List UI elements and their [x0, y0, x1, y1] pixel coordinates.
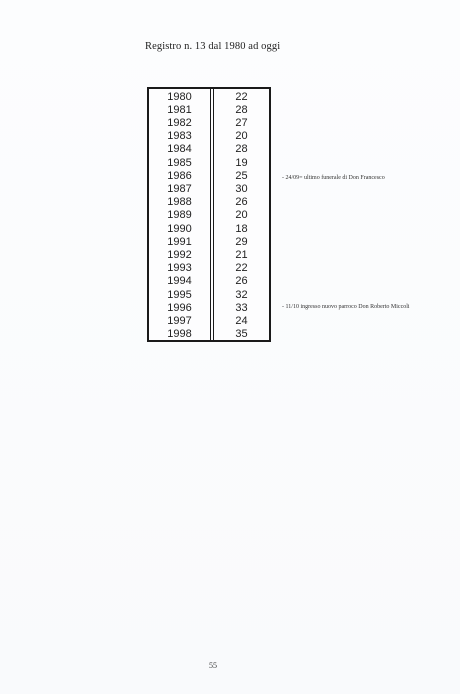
year-cell: 1988 [167, 196, 192, 209]
table-row [149, 104, 269, 117]
table-row [149, 223, 269, 236]
year-cell: 1989 [167, 209, 192, 222]
year-cell: 1996 [167, 301, 192, 314]
year-cell: 1983 [167, 130, 192, 143]
count-cell: 30 [235, 182, 248, 195]
note-1986: - 24/09= ultimo funerale di Don Francesco [282, 175, 385, 181]
year-cell: 1998 [167, 328, 192, 341]
table-row [149, 328, 269, 341]
year-cell: 1981 [167, 103, 192, 116]
year-cell: 1997 [167, 314, 192, 327]
count-cell: 20 [235, 130, 248, 143]
records-table [147, 87, 271, 342]
count-cell: 20 [235, 209, 248, 222]
count-cell: 28 [235, 103, 248, 116]
year-cell: 1987 [167, 182, 192, 195]
table-row [149, 315, 269, 328]
note-1996: - 11/10 ingresso nuovo parroco Don Roberto Miccoli [282, 304, 410, 310]
count-cell: 32 [235, 288, 248, 301]
table-row [149, 275, 269, 288]
year-cell: 1982 [167, 116, 192, 129]
year-cell: 1990 [167, 222, 192, 235]
count-cell: 22 [235, 90, 248, 103]
table-row [149, 196, 269, 209]
table-row [149, 236, 269, 249]
year-cell: 1994 [167, 275, 192, 288]
count-cell: 33 [235, 301, 248, 314]
table-row [149, 289, 269, 302]
year-cell: 1992 [167, 248, 192, 261]
count-cell: 25 [235, 169, 248, 182]
table-row [149, 130, 269, 143]
count-cell: 27 [235, 116, 248, 129]
table-row [149, 143, 269, 156]
count-cell: 22 [235, 262, 248, 275]
table-row [149, 302, 269, 315]
count-cell: 28 [235, 143, 248, 156]
count-cell: 26 [235, 196, 248, 209]
count-cell: 24 [235, 314, 248, 327]
table-row [149, 117, 269, 130]
year-cell: 1995 [167, 288, 192, 301]
table-row [149, 262, 269, 275]
year-cell: 1991 [167, 235, 192, 248]
table-row [149, 183, 269, 196]
count-cell: 18 [235, 222, 248, 235]
table-row [149, 170, 269, 183]
count-cell: 19 [235, 156, 248, 169]
count-cell: 26 [235, 275, 248, 288]
year-cell: 1986 [167, 169, 192, 182]
page-title: Registro n. 13 dal 1980 ad oggi [145, 41, 281, 52]
count-cell: 35 [235, 328, 248, 341]
year-cell: 1984 [167, 143, 192, 156]
table-row [149, 209, 269, 222]
year-cell: 1980 [167, 90, 192, 103]
count-cell: 29 [235, 235, 248, 248]
year-cell: 1993 [167, 262, 192, 275]
table-row [149, 157, 269, 170]
table-row [149, 249, 269, 262]
table-row [149, 91, 269, 104]
year-cell: 1985 [167, 156, 192, 169]
page-number: 55 [209, 661, 217, 670]
count-cell: 21 [235, 248, 248, 261]
